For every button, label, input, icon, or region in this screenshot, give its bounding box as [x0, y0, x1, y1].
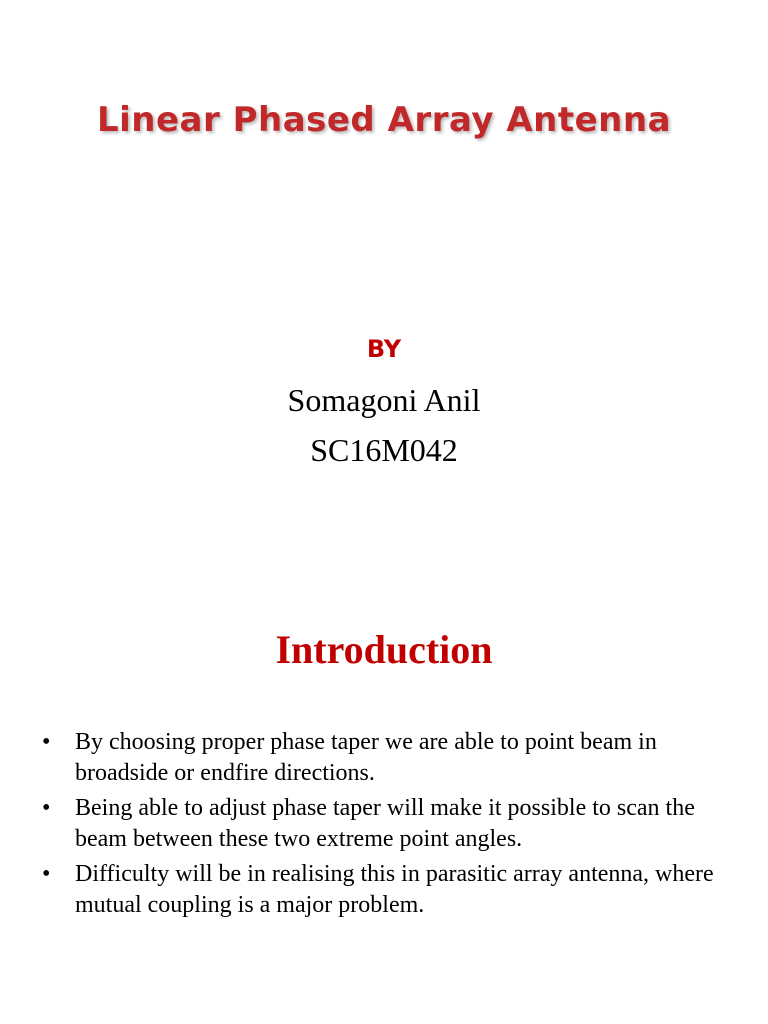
bullet-list — [40, 727, 730, 925]
bullet-item — [40, 859, 730, 921]
bullet-text: Being able to adjust phase taper will make it possible to scan the beam between these two extreme point angles. — [75, 795, 695, 852]
author-name: Somagoni Anil — [287, 382, 481, 418]
introduction-heading: Introduction — [275, 627, 493, 672]
bullet-icon: • — [42, 795, 51, 821]
bullet-icon: • — [42, 729, 51, 755]
introduction-slide — [0, 512, 768, 1024]
bullet-icon: • — [42, 861, 51, 887]
bullet-text: Difficulty will be in realising this in parasitic array antenna, where mutual coupling is a major problem. — [75, 861, 714, 918]
author-id: SC16M042 — [310, 432, 458, 468]
bullet-text: By choosing proper phase taper we are able to point beam in broadside or endfire directions. — [75, 729, 657, 786]
by-label: BY — [366, 335, 402, 363]
bullet-item — [40, 793, 730, 855]
bullet-item — [40, 727, 730, 789]
slide-title: Linear Phased Array Antenna — [96, 100, 672, 140]
